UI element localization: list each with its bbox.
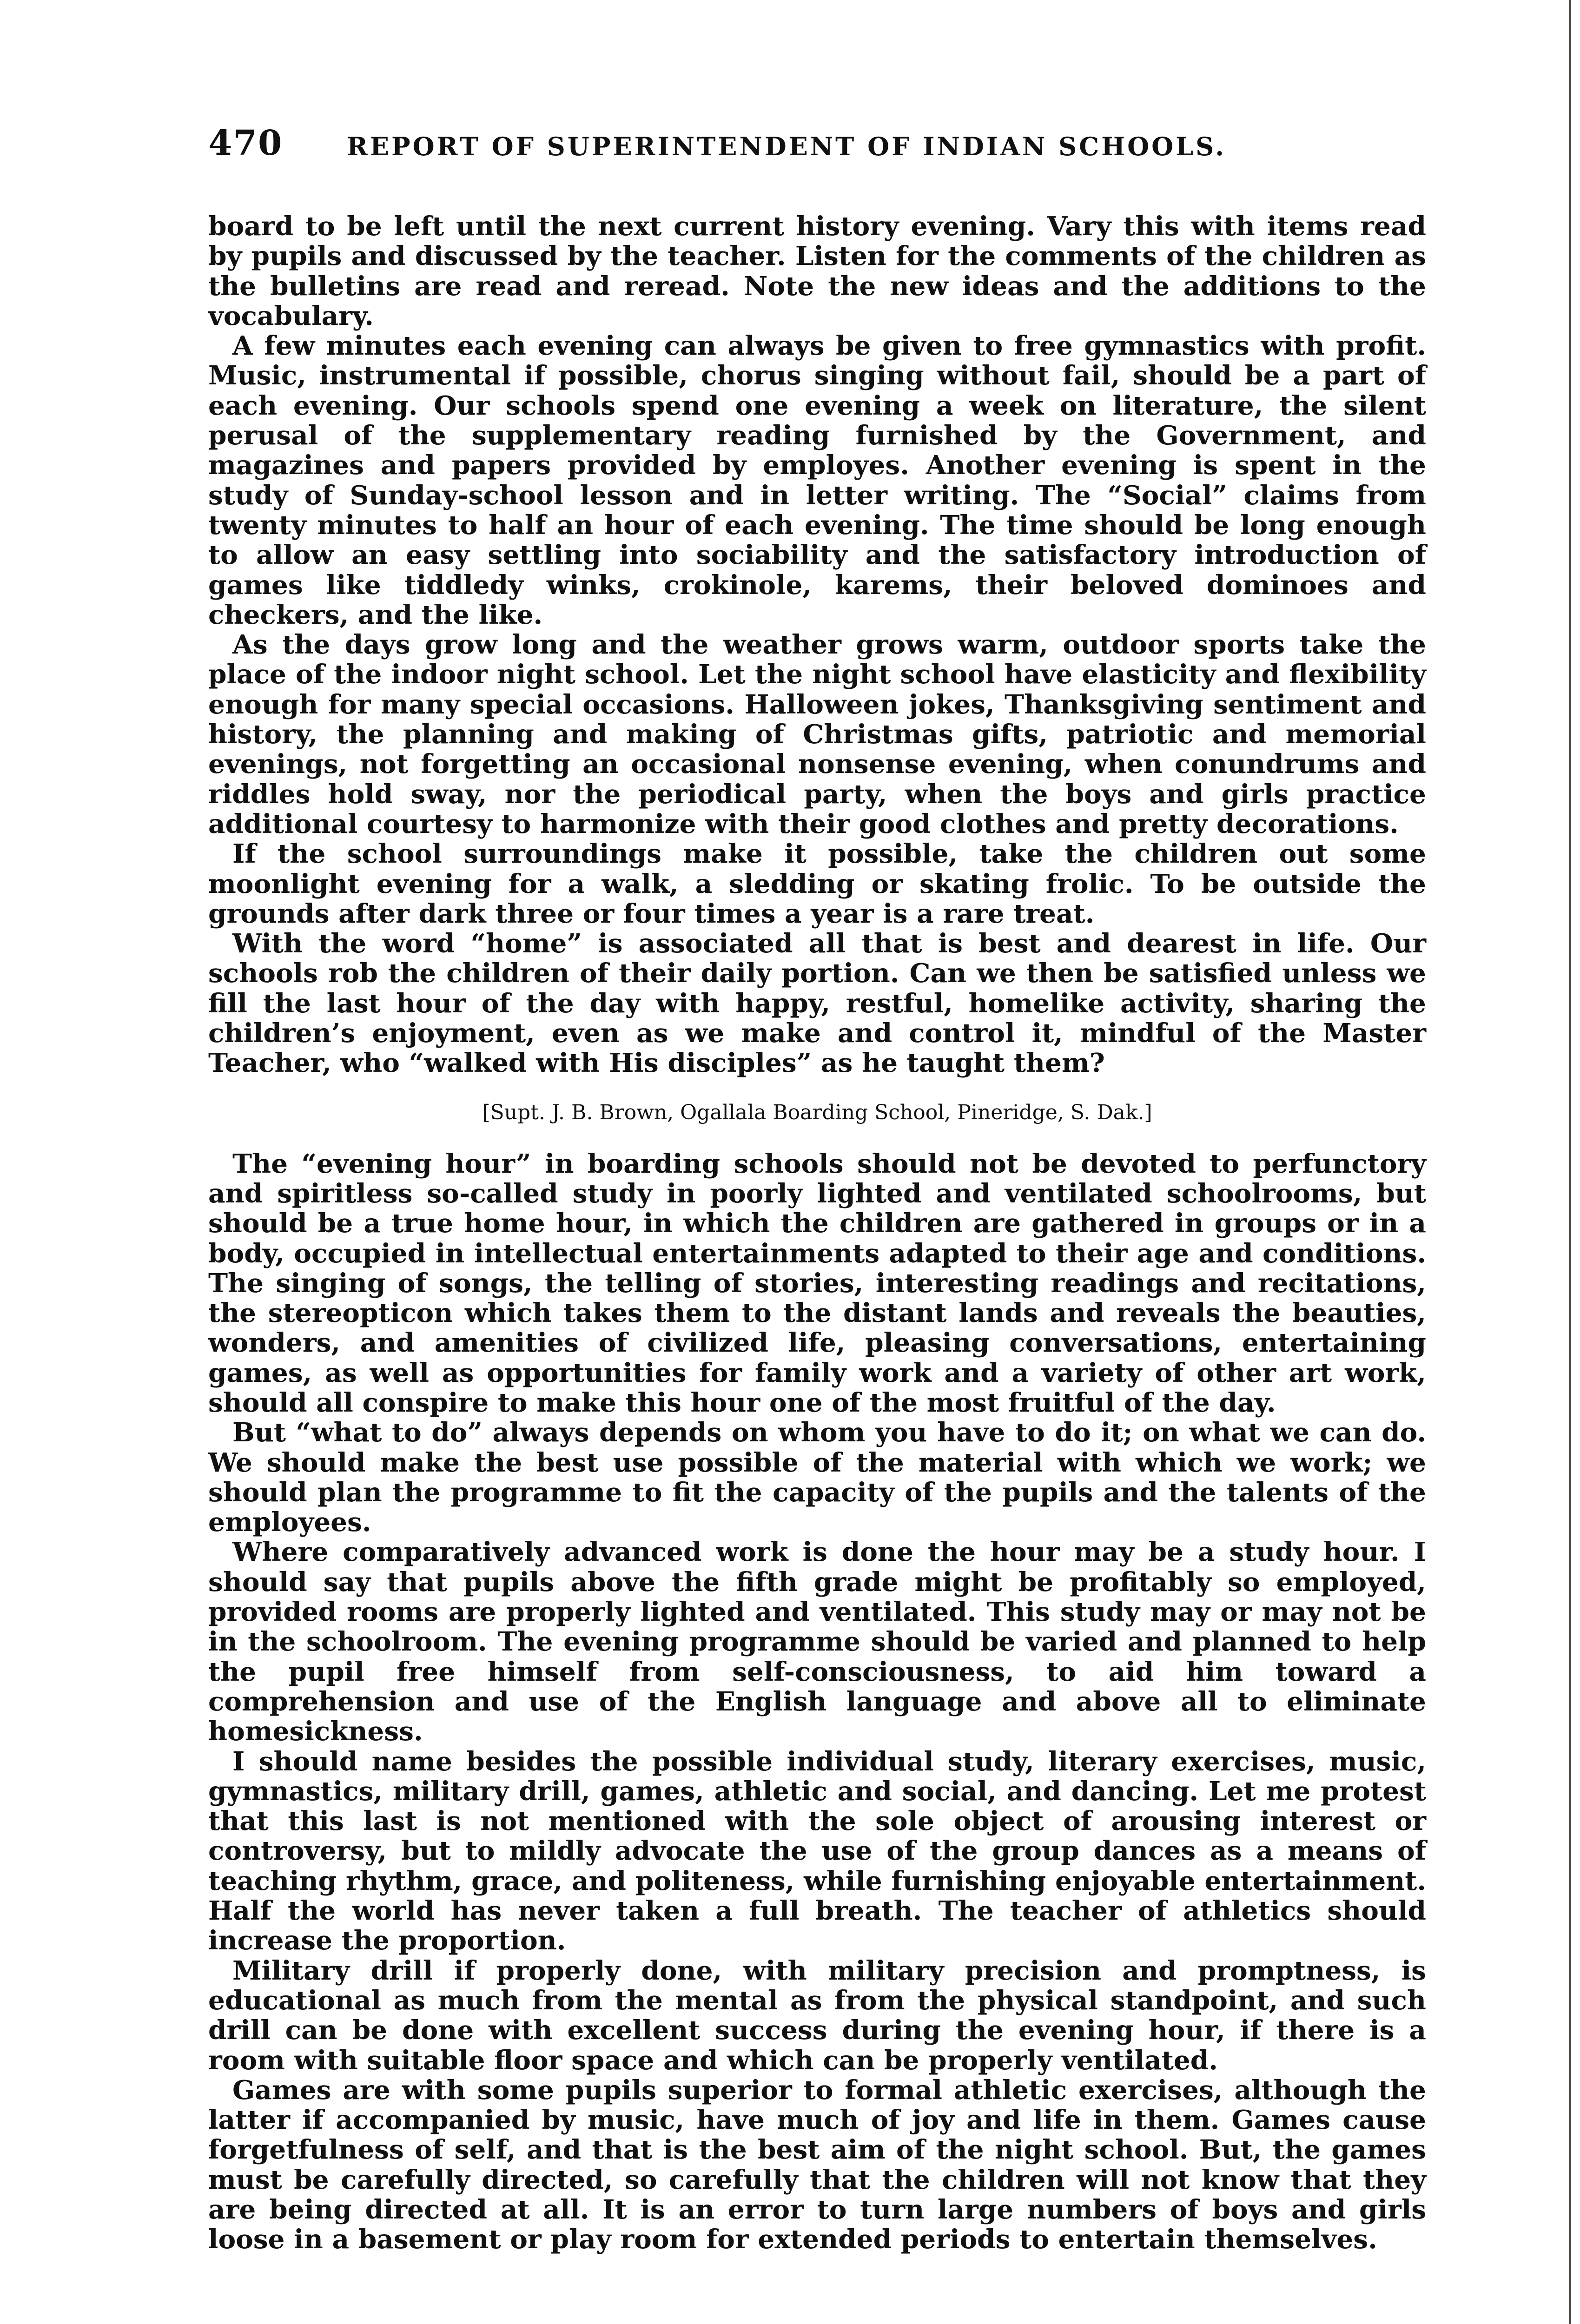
paragraph: Military drill if properly done, with military precision and promptness, is educational as much from the mental as from the physical standpoint, and such drill can be done with excellent success during the evening hour, if there is a room with suitable floor space and which can be properly ventilated.: [208, 1955, 1426, 2076]
paragraph: If the school surroundings make it possible, take the children out some moonlight evening for a walk, a sledding or skating frolic. To be outside the grounds after dark three or four times a year is a rare treat.: [208, 838, 1426, 929]
paragraph: Where comparatively advanced work is done the hour may be a study hour. I should say that pupils above the fifth grade might be profitably so employed, provided rooms are properly lighted and ventilated. This study may or may not be in the schoolroom. The evening programme should be varied and planned to help the pupil free himself from self-consciousness, to aid him toward a comprehension and use of the English language and above all to eliminate homesickness.: [208, 1537, 1426, 1747]
paragraph: But “what to do” always depends on whom you have to do it; on what we can do. We should make the best use possible of the material with which we work; we should plan the programme to fit the capacity of the pupils and the talents of the employees.: [208, 1417, 1426, 1538]
paragraph-continued: board to be left until the next current history evening. Vary this with items read by pupils and discussed by the teacher. Listen for the comments of the children as the bulletins are read and reread. Note the new ideas and the additions to the vocabulary.: [208, 211, 1426, 331]
body-text: [208, 211, 1426, 2255]
paragraph: A few minutes each evening can always be given to free gymnastics with profit. Music, instrumental if possible, chorus singing without fail, should be a part of each evening. Our schools spend one evening a week on literature, the silent perusal of the supplementary reading furnished by the Government, and magazines and papers provided by employes. Another evening is spent in the study of Sunday-school lesson and in letter writing. The “Social” claims from twenty minutes to half an hour of each evening. The time should be long enough to allow an easy settling into sociability and the satisfactory introduction of games like tiddledy winks, crokinole, karems, their beloved dominoes and checkers, and the like.: [208, 330, 1426, 630]
running-title: REPORT OF SUPERINTENDENT OF INDIAN SCHOOLS.: [347, 132, 1227, 161]
paragraph: Games are with some pupils superior to formal athletic exercises, although the latter if accompanied by music, have much of joy and life in them. Games cause forgetfulness of self, and that is the best aim of the night school. But, the games must be carefully directed, so carefully that the children will not know that they are being directed at all. It is an error to turn large numbers of boys and girls loose in a basement or play room for extended periods to entertain themselves.: [208, 2074, 1426, 2255]
paragraph: The “evening hour” in boarding schools should not be devoted to perfunctory and spiritless so-called study in poorly lighted and ventilated schoolrooms, but should be a true home hour, in which the children are gathered in groups or in a body, occupied in intellectual entertainments adapted to their age and conditions. The singing of songs, the telling of stories, interesting readings and recitations, the stereopticon which takes them to the distant lands and reveals the beauties, wonders, and amenities of civilized life, pleasing conversations, entertaining games, as well as opportunities for family work and a variety of other art work, should all conspire to make this hour one of the most fruitful of the day.: [208, 1148, 1426, 1418]
page-number: 470: [208, 123, 283, 163]
page-header: [208, 123, 1426, 174]
paragraph: As the days grow long and the weather grows warm, outdoor sports take the place of the indoor night school. Let the night school have elasticity and flexibility enough for many special occasions. Halloween jokes, Thanksgiving sentiment and history, the planning and making of Christmas gifts, patriotic and memorial evenings, not forgetting an occasional nonsense evening, when conundrums and riddles hold sway, nor the periodical party, when the boys and girls practice additional courtesy to harmonize with their good clothes and pretty decorations.: [208, 629, 1426, 839]
paragraph: I should name besides the possible individual study, literary exercises, music, gymnastics, military drill, games, athletic and social, and dancing. Let me protest that this last is not mentioned with the sole object of arousing interest or controversy, but to mildly advocate the use of the group dances as a means of teaching rhythm, grace, and politeness, while furnishing enjoyable entertainment. Half the world has never taken a full breath. The teacher of athletics should increase the proportion.: [208, 1746, 1426, 1956]
paragraph: With the word “home” is associated all that is best and dearest in life. Our schools rob the children of their daily portion. Can we then be satisfied unless we fill the last hour of the day with happy, restful, homelike activity, sharing the children’s enjoyment, even as we make and control it, mindful of the Master Teacher, who “walked with His disciples” as he taught them?: [208, 928, 1426, 1079]
page-edge-shadow: [1569, 0, 1571, 2324]
author-byline: [Supt. J. B. Brown, Ogallala Boarding School, Pineridge, S. Dak.]: [482, 1100, 1152, 1124]
